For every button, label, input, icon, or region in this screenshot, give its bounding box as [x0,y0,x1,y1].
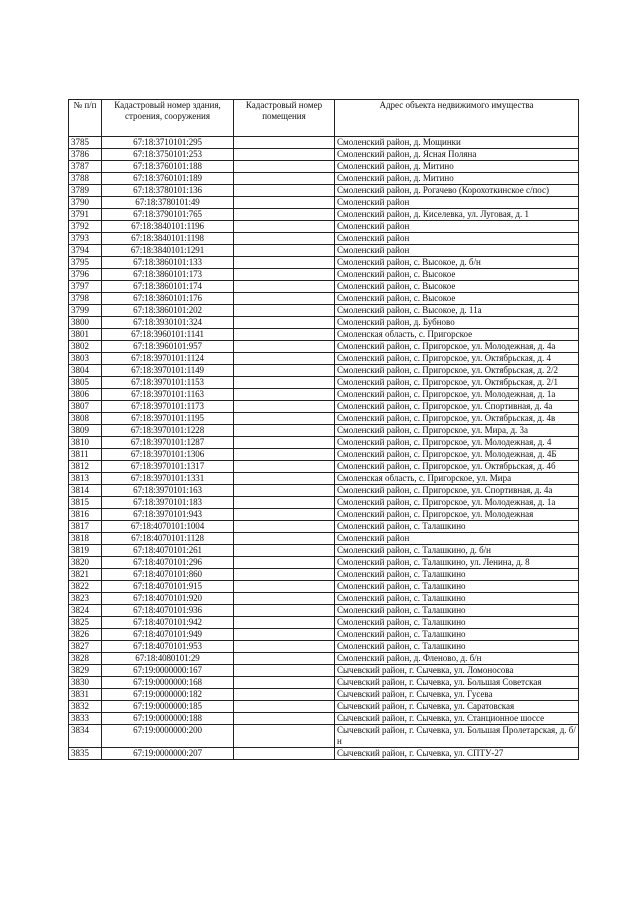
cadastral-number: 67:19:0000000:200 [102,725,234,748]
room-cadastral-number [234,437,335,449]
row-number: 3792 [69,221,102,233]
address: Смоленский район, с. Пригорское, ул. Спортивная, д. 4а [335,401,579,413]
address: Смоленский район, с. Высокое, д. 11а [335,305,579,317]
room-cadastral-number [234,725,335,748]
cadastral-number: 67:18:3780101:136 [102,185,234,197]
row-number: 3795 [69,257,102,269]
table-row [69,173,579,185]
table-row [69,509,579,521]
room-cadastral-number [234,593,335,605]
address: Смоленский район, с. Талашкино [335,569,579,581]
cadastral-number: 67:19:0000000:167 [102,665,234,677]
row-number: 3826 [69,629,102,641]
cadastral-number: 67:18:4070101:261 [102,545,234,557]
table-row [69,197,579,209]
table-row [69,233,579,245]
row-number: 3809 [69,425,102,437]
address: Смоленская область, с. Пригорское, ул. Мира [335,473,579,485]
cadastral-number: 67:18:4070101:949 [102,629,234,641]
row-number: 3801 [69,329,102,341]
row-number: 3816 [69,509,102,521]
table-row [69,653,579,665]
row-number: 3811 [69,449,102,461]
room-cadastral-number [234,293,335,305]
cadastral-number: 67:18:3750101:253 [102,149,234,161]
address: Сычевский район, г. Сычевка, ул. Большая Советская [335,677,579,689]
cadastral-number: 67:18:4070101:860 [102,569,234,581]
room-cadastral-number [234,209,335,221]
header-address: Адрес объекта недвижимого имущества [335,100,579,137]
address: Смоленский район [335,233,579,245]
table-row [69,137,579,149]
table-row [69,581,579,593]
table-row [69,629,579,641]
row-number: 3823 [69,593,102,605]
table-row [69,617,579,629]
address: Смоленский район, с. Пригорское, ул. Молодежная, д. 4 [335,437,579,449]
cadastral-number: 67:18:3970101:1153 [102,377,234,389]
cadastral-number: 67:18:3930101:324 [102,317,234,329]
address: Смоленский район, д. Ясная Поляна [335,149,579,161]
cadastral-number: 67:18:3760101:188 [102,161,234,173]
room-cadastral-number [234,233,335,245]
row-number: 3830 [69,677,102,689]
cadastral-number: 67:18:3860101:174 [102,281,234,293]
table-row [69,293,579,305]
cadastral-number: 67:18:3970101:183 [102,497,234,509]
address: Смоленский район, с. Пригорское, ул. Молодежная, д. 1а [335,497,579,509]
table-row [69,533,579,545]
room-cadastral-number [234,149,335,161]
row-number: 3796 [69,269,102,281]
header-room: Кадастровый номер помещения [234,100,335,137]
cadastral-number: 67:18:4070101:942 [102,617,234,629]
table-row [69,701,579,713]
address: Смоленский район [335,197,579,209]
row-number: 3819 [69,545,102,557]
room-cadastral-number [234,173,335,185]
room-cadastral-number [234,401,335,413]
table-row [69,341,579,353]
address: Смоленский район, с. Талашкино [335,617,579,629]
table-row [69,161,579,173]
table-row [69,149,579,161]
room-cadastral-number [234,257,335,269]
room-cadastral-number [234,581,335,593]
cadastral-number: 67:18:3840101:1291 [102,245,234,257]
cadastral-number: 67:18:3970101:1124 [102,353,234,365]
cadastral-number: 67:18:3710101:295 [102,137,234,149]
row-number: 3820 [69,557,102,569]
row-number: 3814 [69,485,102,497]
room-cadastral-number [234,677,335,689]
address: Смоленский район, с. Пригорское, ул. Молодежная, д. 4а [335,341,579,353]
room-cadastral-number [234,185,335,197]
row-number: 3785 [69,137,102,149]
room-cadastral-number [234,557,335,569]
address: Смоленский район, д. Киселевка, ул. Луговая, д. 1 [335,209,579,221]
table-row [69,641,579,653]
cadastral-number: 67:18:3860101:133 [102,257,234,269]
room-cadastral-number [234,533,335,545]
row-number: 3832 [69,701,102,713]
cadastral-number: 67:18:3860101:202 [102,305,234,317]
table-row [69,425,579,437]
row-number: 3829 [69,665,102,677]
table-row [69,713,579,725]
room-cadastral-number [234,689,335,701]
address: Смоленский район, д. Мощинки [335,137,579,149]
address: Смоленский район, с. Пригорское, ул. Мира, д. 3а [335,425,579,437]
room-cadastral-number [234,473,335,485]
address: Смоленский район, с. Пригорское, ул. Октябрьская, д. 2/2 [335,365,579,377]
row-number: 3804 [69,365,102,377]
row-number: 3786 [69,149,102,161]
row-number: 3822 [69,581,102,593]
address: Смоленский район, д. Рогачево (Корохоткинское с/пос) [335,185,579,197]
table-row [69,389,579,401]
room-cadastral-number [234,245,335,257]
table-row [69,521,579,533]
address: Смоленский район, с. Высокое [335,269,579,281]
row-number: 3788 [69,173,102,185]
address: Смоленский район, с. Талашкино [335,521,579,533]
table-row [69,257,579,269]
cadastral-number: 67:18:4070101:1004 [102,521,234,533]
room-cadastral-number [234,221,335,233]
cadastral-number: 67:18:3790101:765 [102,209,234,221]
table-row [69,725,579,748]
address: Смоленский район, д. Митино [335,173,579,185]
room-cadastral-number [234,713,335,725]
table-row [69,305,579,317]
row-number: 3810 [69,437,102,449]
cadastral-number: 67:18:3970101:1173 [102,401,234,413]
row-number: 3787 [69,161,102,173]
table-row [69,748,579,760]
cadastral-number: 67:18:3860101:173 [102,269,234,281]
room-cadastral-number [234,413,335,425]
row-number: 3835 [69,748,102,760]
room-cadastral-number [234,197,335,209]
cadastral-number: 67:19:0000000:182 [102,689,234,701]
row-number: 3831 [69,689,102,701]
room-cadastral-number [234,365,335,377]
row-number: 3793 [69,233,102,245]
header-cadastral: Кадастровый номер здания, строения, сооружения [102,100,234,137]
room-cadastral-number [234,641,335,653]
table-row [69,605,579,617]
table-row [69,365,579,377]
row-number: 3794 [69,245,102,257]
address: Смоленский район, с. Талашкино, д. б/н [335,545,579,557]
table-row [69,281,579,293]
room-cadastral-number [234,629,335,641]
cadastral-number: 67:18:3970101:1228 [102,425,234,437]
cadastral-number: 67:18:4080101:29 [102,653,234,665]
room-cadastral-number [234,449,335,461]
room-cadastral-number [234,305,335,317]
address: Смоленский район, с. Пригорское, ул. Октябрьская, д. 4б [335,461,579,473]
room-cadastral-number [234,461,335,473]
table-row [69,677,579,689]
room-cadastral-number [234,509,335,521]
address: Смоленский район, с. Талашкино [335,641,579,653]
cadastral-number: 67:18:3970101:1195 [102,413,234,425]
row-number: 3827 [69,641,102,653]
cadastral-number: 67:18:3970101:163 [102,485,234,497]
row-number: 3833 [69,713,102,725]
table-header-row [69,100,579,137]
address: Смоленский район, с. Высокое [335,293,579,305]
table-row [69,689,579,701]
cadastral-number: 67:18:3970101:943 [102,509,234,521]
row-number: 3807 [69,401,102,413]
row-number: 3828 [69,653,102,665]
cadastral-number: 67:18:3960101:1141 [102,329,234,341]
row-number: 3789 [69,185,102,197]
cadastral-number: 67:18:3970101:1287 [102,437,234,449]
address: Сычевский район, г. Сычевка, ул. СПТУ-27 [335,748,579,760]
room-cadastral-number [234,701,335,713]
cadastral-number: 67:19:0000000:168 [102,677,234,689]
row-number: 3806 [69,389,102,401]
address: Смоленский район, с. Пригорское, ул. Молодежная [335,509,579,521]
row-number: 3808 [69,413,102,425]
cadastral-number: 67:19:0000000:185 [102,701,234,713]
table-row [69,557,579,569]
address: Смоленский район, д. Фленово, д. б/н [335,653,579,665]
table-row [69,413,579,425]
row-number: 3818 [69,533,102,545]
room-cadastral-number [234,665,335,677]
table-row [69,317,579,329]
table-body [69,137,579,760]
row-number: 3817 [69,521,102,533]
cadastral-number: 67:18:3970101:1306 [102,449,234,461]
room-cadastral-number [234,569,335,581]
address: Смоленский район, д. Бубново [335,317,579,329]
table-row [69,449,579,461]
address: Смоленский район, с. Пригорское, ул. Спортивная, д. 4а [335,485,579,497]
row-number: 3791 [69,209,102,221]
table-row [69,209,579,221]
cadastral-number: 67:18:3970101:1317 [102,461,234,473]
row-number: 3797 [69,281,102,293]
table-row [69,485,579,497]
table-row [69,401,579,413]
cadastral-number: 67:18:3760101:189 [102,173,234,185]
row-number: 3813 [69,473,102,485]
row-number: 3815 [69,497,102,509]
address: Смоленский район, с. Пригорское, ул. Октябрьская, д. 2/1 [335,377,579,389]
property-table [68,99,579,760]
cadastral-number: 67:18:3840101:1196 [102,221,234,233]
room-cadastral-number [234,353,335,365]
room-cadastral-number [234,653,335,665]
row-number: 3821 [69,569,102,581]
table-row [69,245,579,257]
room-cadastral-number [234,137,335,149]
address: Смоленский район, с. Пригорское, ул. Октябрьская, д. 4в [335,413,579,425]
room-cadastral-number [234,341,335,353]
room-cadastral-number [234,521,335,533]
cadastral-number: 67:18:3780101:49 [102,197,234,209]
room-cadastral-number [234,317,335,329]
cadastral-number: 67:18:4070101:936 [102,605,234,617]
cadastral-number: 67:18:3970101:1331 [102,473,234,485]
address: Смоленский район, с. Талашкино [335,581,579,593]
room-cadastral-number [234,485,335,497]
row-number: 3790 [69,197,102,209]
table-row [69,377,579,389]
room-cadastral-number [234,617,335,629]
row-number: 3812 [69,461,102,473]
header-num: № п/п [69,100,102,137]
room-cadastral-number [234,497,335,509]
row-number: 3825 [69,617,102,629]
cadastral-number: 67:18:4070101:953 [102,641,234,653]
row-number: 3800 [69,317,102,329]
cadastral-number: 67:19:0000000:207 [102,748,234,760]
table-row [69,593,579,605]
table-row [69,221,579,233]
row-number: 3799 [69,305,102,317]
address: Смоленский район [335,245,579,257]
cadastral-number: 67:18:4070101:1128 [102,533,234,545]
cadastral-number: 67:18:3970101:1163 [102,389,234,401]
address: Сычевский район, г. Сычевка, ул. Станционное шоссе [335,713,579,725]
address: Сычевский район, г. Сычевка, ул. Саратовская [335,701,579,713]
table-row [69,461,579,473]
room-cadastral-number [234,605,335,617]
row-number: 3834 [69,725,102,748]
cadastral-number: 67:18:4070101:296 [102,557,234,569]
row-number: 3798 [69,293,102,305]
room-cadastral-number [234,748,335,760]
address: Смоленский район, с. Пригорское, ул. Октябрьская, д. 4 [335,353,579,365]
table-row [69,437,579,449]
table-row [69,545,579,557]
cadastral-number: 67:18:3840101:1198 [102,233,234,245]
table-row [69,185,579,197]
address: Смоленский район, с. Высокое [335,281,579,293]
address: Сычевский район, г. Сычевка, ул. Большая Пролетарская, д. б/н [335,725,579,748]
address: Смоленская область, с. Пригорское [335,329,579,341]
table-row [69,269,579,281]
room-cadastral-number [234,269,335,281]
cadastral-number: 67:18:4070101:920 [102,593,234,605]
address: Смоленский район, с. Талашкино [335,593,579,605]
room-cadastral-number [234,377,335,389]
address: Смоленский район, с. Талашкино [335,605,579,617]
row-number: 3805 [69,377,102,389]
room-cadastral-number [234,545,335,557]
address: Смоленский район [335,221,579,233]
cadastral-number: 67:18:4070101:915 [102,581,234,593]
address: Смоленский район, с. Пригорское, ул. Молодежная, д. 4Б [335,449,579,461]
address: Смоленский район, с. Талашкино [335,629,579,641]
table-row [69,497,579,509]
cadastral-number: 67:18:3960101:957 [102,341,234,353]
table-row [69,569,579,581]
room-cadastral-number [234,425,335,437]
row-number: 3824 [69,605,102,617]
room-cadastral-number [234,389,335,401]
address: Сычевский район, г. Сычевка, ул. Ломоносова [335,665,579,677]
table-row [69,473,579,485]
cadastral-number: 67:18:3970101:1149 [102,365,234,377]
document-page [68,99,578,760]
row-number: 3802 [69,341,102,353]
address: Сычевский район, г. Сычевка, ул. Гусева [335,689,579,701]
address: Смоленский район [335,533,579,545]
room-cadastral-number [234,161,335,173]
room-cadastral-number [234,281,335,293]
table-row [69,329,579,341]
address: Смоленский район, с. Пригорское, ул. Молодежная, д. 1а [335,389,579,401]
address: Смоленский район, с. Талашкино, ул. Ленина, д. 8 [335,557,579,569]
table-row [69,665,579,677]
table-row [69,353,579,365]
address: Смоленский район, с. Высокое, д. б/н [335,257,579,269]
address: Смоленский район, д. Митино [335,161,579,173]
room-cadastral-number [234,329,335,341]
cadastral-number: 67:19:0000000:188 [102,713,234,725]
row-number: 3803 [69,353,102,365]
cadastral-number: 67:18:3860101:176 [102,293,234,305]
